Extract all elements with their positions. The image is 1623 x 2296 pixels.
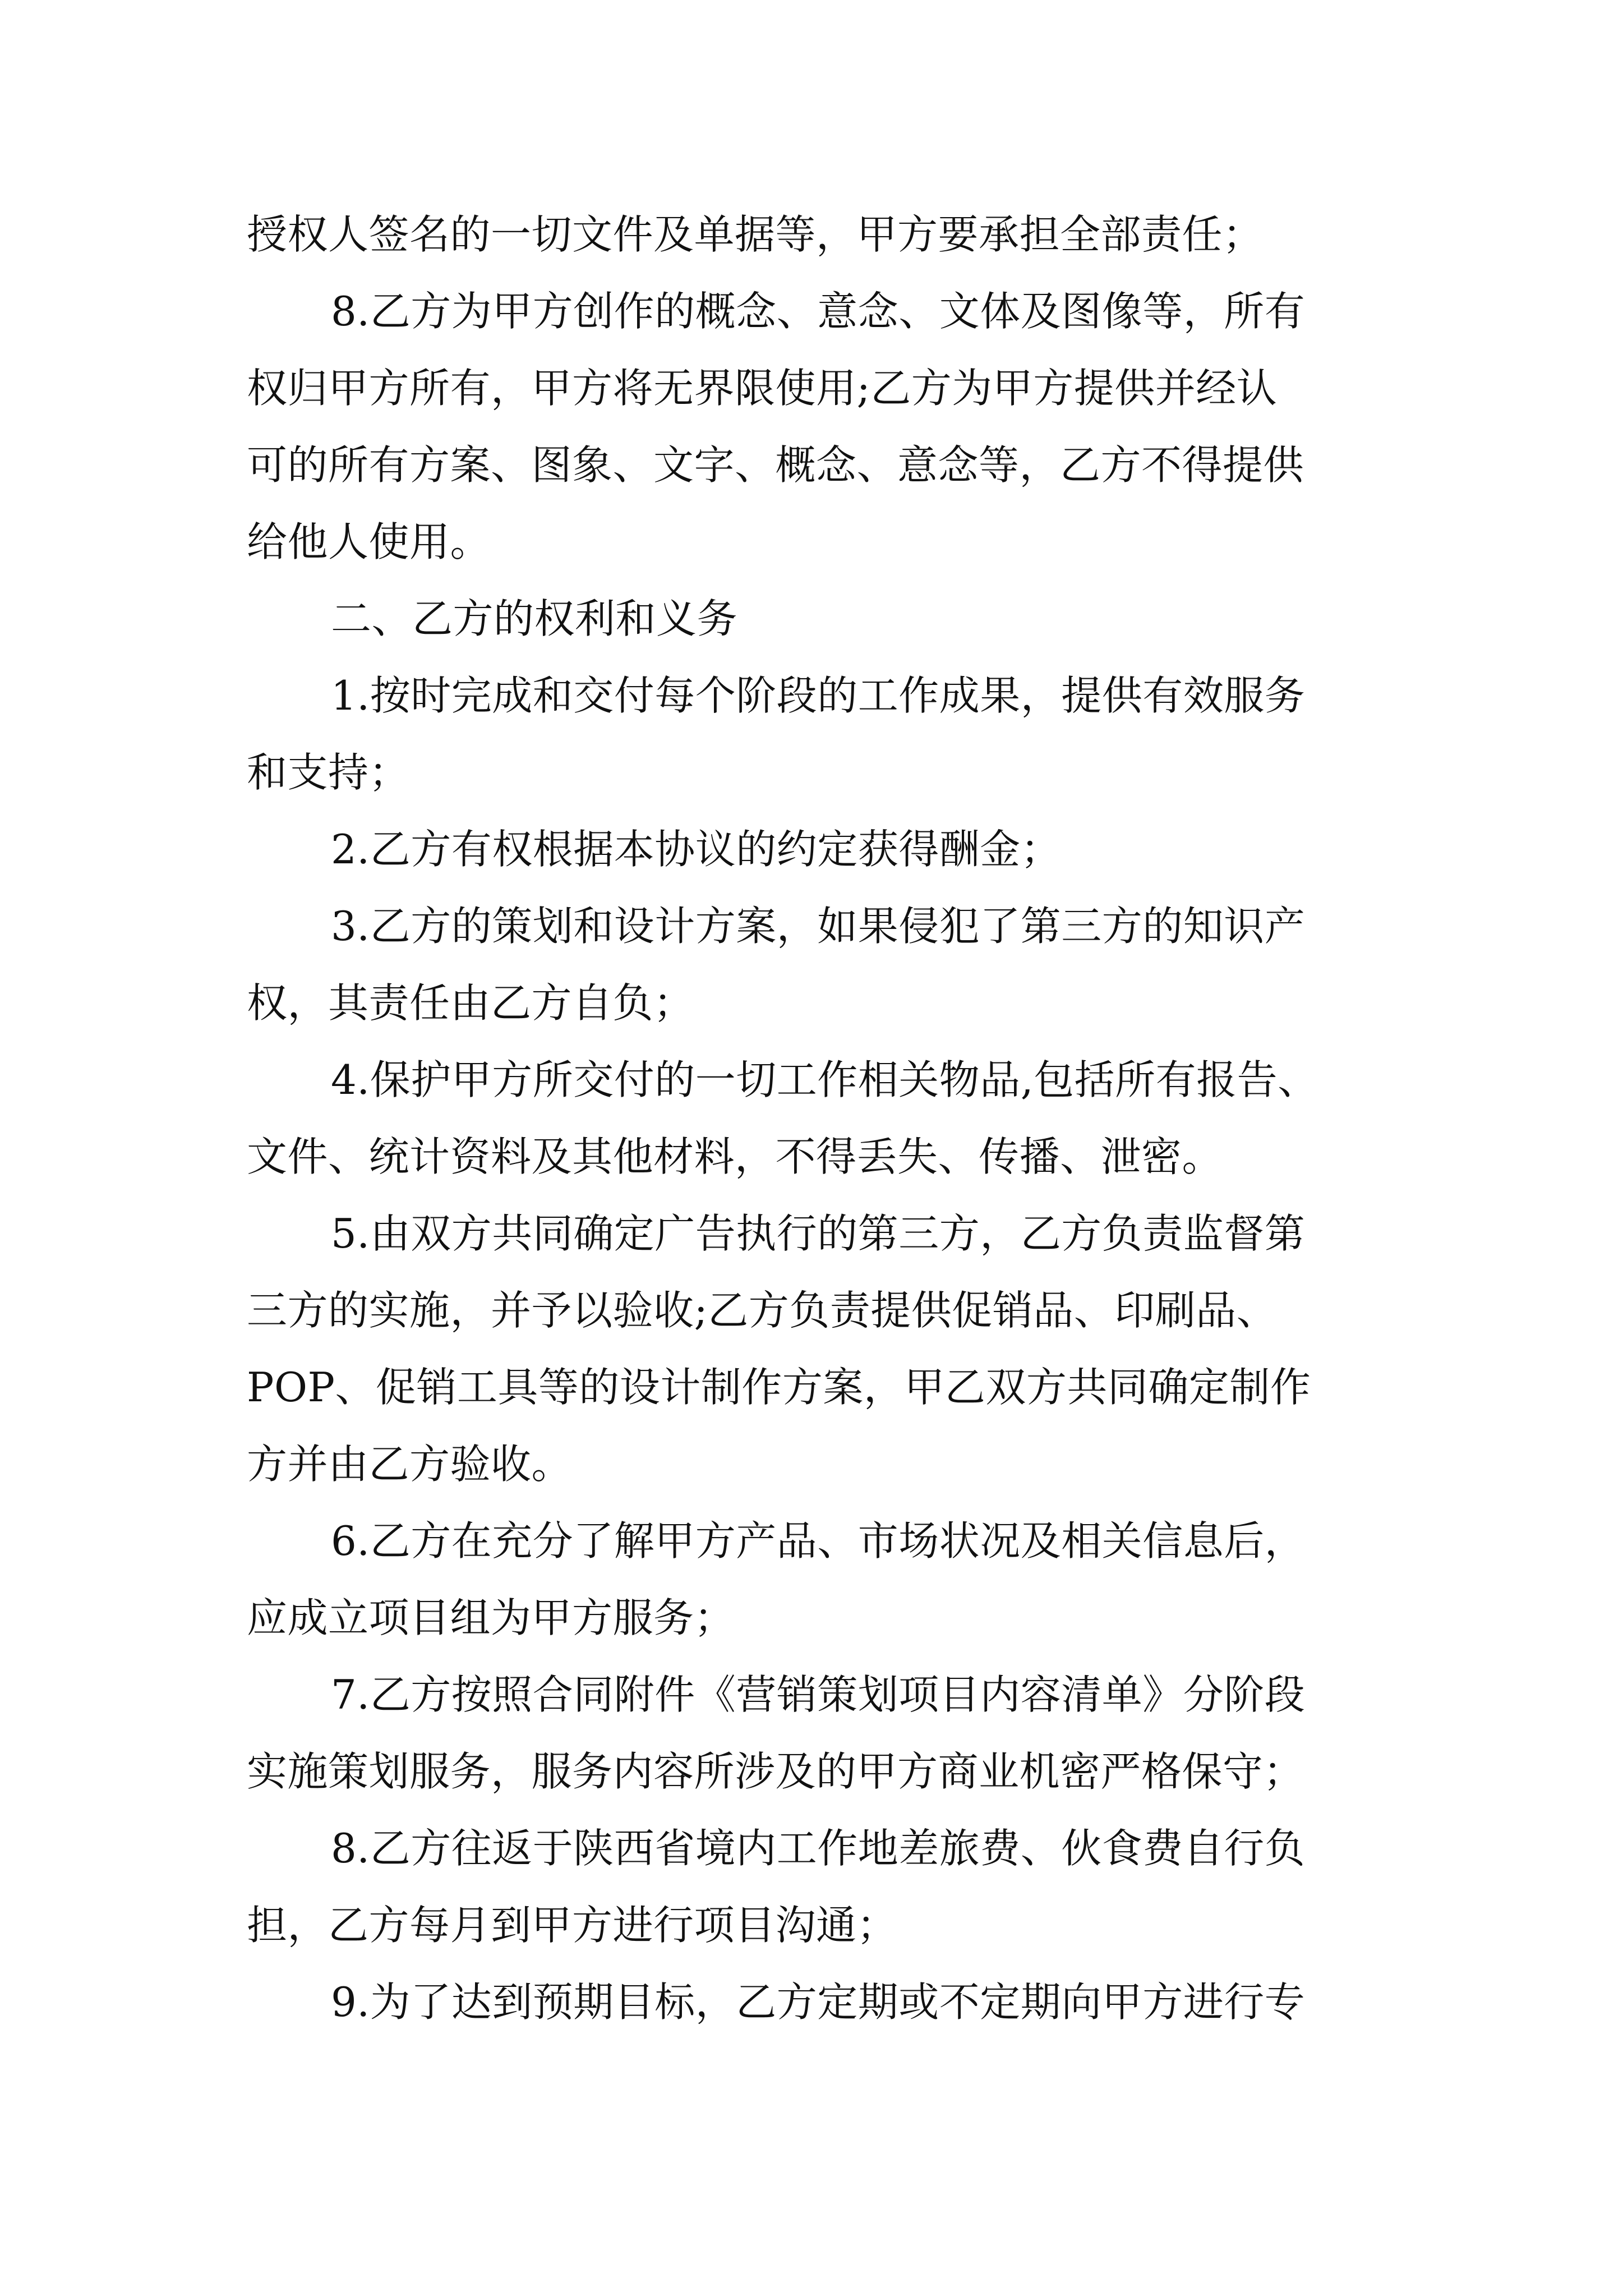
- text-line: 3.乙方的策划和设计方案，如果侵犯了第三方的知识产: [331, 903, 1306, 950]
- text-line: 7.乙方按照合同附件《营销策划项目内容清单》分阶段: [331, 1671, 1306, 1718]
- text-line: 实施策划服务，服务内容所涉及的甲方商业机密严格保守；: [247, 1748, 1304, 1795]
- text-line: 担，乙方每月到甲方进行项目沟通；: [247, 1902, 898, 1949]
- text-line: 方并由乙方验收。: [247, 1441, 573, 1488]
- text-line: 4.保护甲方所交付的一切工作相关物品,包括所有报告、: [331, 1056, 1318, 1103]
- text-line: POP、促销工具等的设计制作方案，甲乙双方共同确定制作: [247, 1364, 1311, 1411]
- text-line: 1.按时完成和交付每个阶段的工作成果，提供有效服务: [331, 672, 1306, 719]
- text-line: 给他人使用。: [247, 518, 491, 565]
- text-line: 可的所有方案、图象、文字、概念、意念等，乙方不得提供: [247, 441, 1304, 489]
- text-line: 和支持；: [247, 749, 410, 796]
- text-line: 权归甲方所有，甲方将无界限使用;乙方为甲方提供并经认: [247, 365, 1278, 412]
- text-line: 5.由双方共同确定广告执行的第三方，乙方负责监督第: [331, 1210, 1306, 1257]
- text-line: 6.乙方在充分了解甲方产品、市场状况及相关信息后，: [331, 1517, 1306, 1565]
- section-heading: 二、乙方的权利和义务: [331, 595, 738, 642]
- text-line: 8.乙方为甲方创作的概念、意念、文体及图像等，所有: [331, 288, 1306, 335]
- text-line: 2.乙方有权根据本协议的约定获得酬金；: [331, 826, 1062, 873]
- text-line: 权，其责任由乙方自负；: [247, 979, 694, 1027]
- text-line: 授权人签名的一切文件及单据等，甲方要承担全部责任；: [247, 211, 1264, 258]
- text-line: 应成立项目组为甲方服务；: [247, 1594, 735, 1641]
- text-line: 9.为了达到预期目标，乙方定期或不定期向甲方进行专: [331, 1978, 1306, 2026]
- text-line: 三方的实施，并予以验收;乙方负责提供促销品、印刷品、: [247, 1287, 1278, 1334]
- text-line: 文件、统计资料及其他材料，不得丢失、传播、泄密。: [247, 1133, 1223, 1180]
- text-line: 8.乙方往返于陕西省境内工作地差旅费、伙食费自行负: [331, 1825, 1306, 1872]
